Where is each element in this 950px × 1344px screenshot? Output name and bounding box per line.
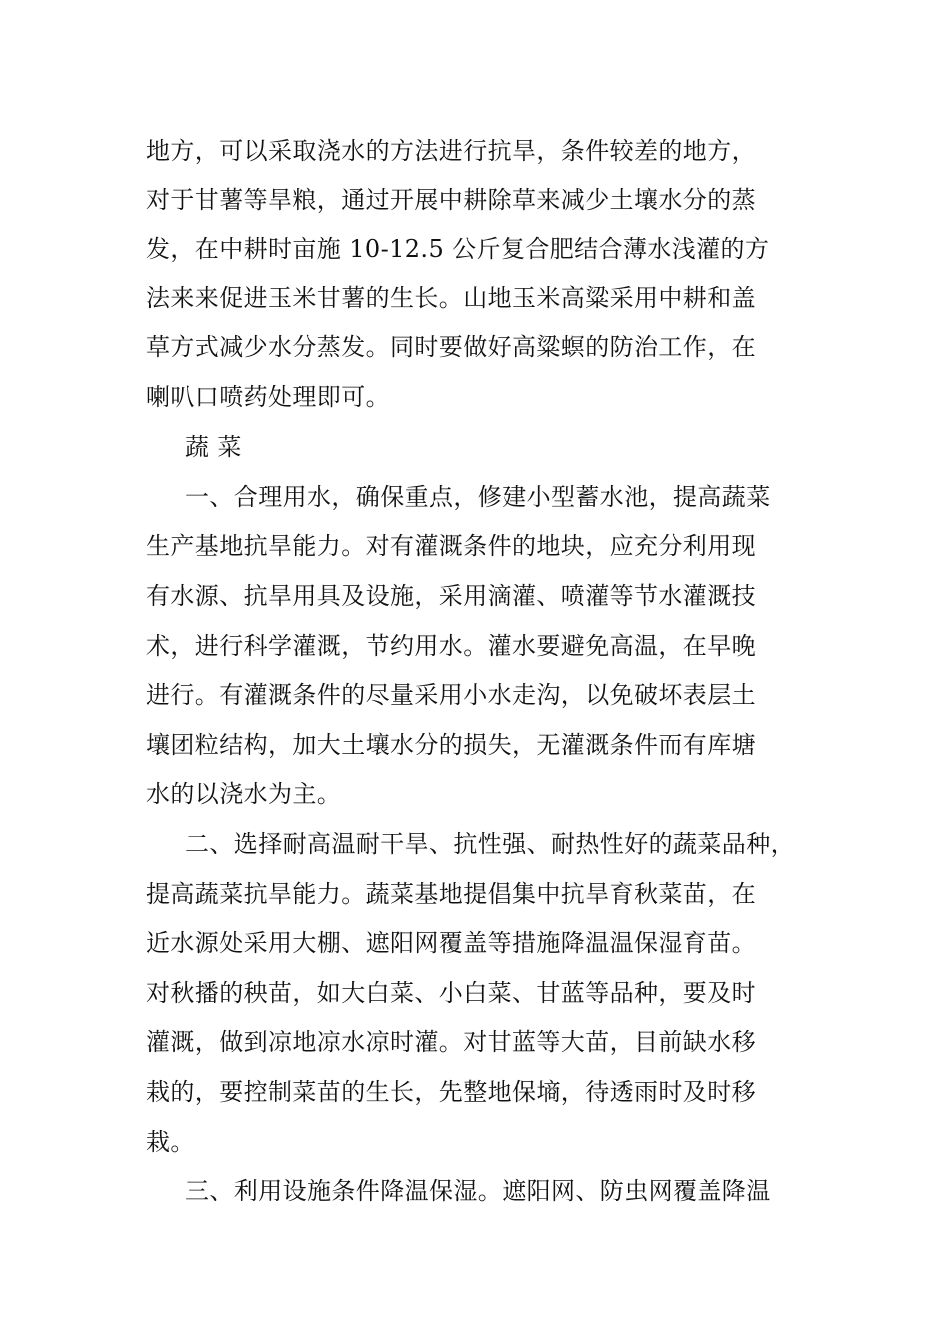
text-line: 草方式减少水分蒸发。同时要做好高粱螟的防治工作，在 bbox=[146, 333, 756, 361]
text-line: 水的以浇水为主。 bbox=[146, 780, 342, 808]
text-line: 灌溉，做到凉地凉水凉时灌。对甘蓝等大苗，目前缺水移 bbox=[146, 1028, 756, 1056]
text-line: 三、利用设施条件降温保湿。遮阳网、防虫网覆盖降温 bbox=[185, 1177, 771, 1205]
text-line: 二、选择耐高温耐干旱、抗性强、耐热性好的蔬菜品种， bbox=[185, 830, 795, 858]
text-line: 对秋播的秧苗，如大白菜、小白菜、甘蓝等品种，要及时 bbox=[146, 979, 756, 1007]
text-line: 栽。 bbox=[146, 1128, 195, 1156]
text-line: 喇叭口喷药处理即可。 bbox=[146, 383, 390, 411]
text-line: 一、合理用水，确保重点，修建小型蓄水池，提高蔬菜 bbox=[185, 483, 771, 511]
text-line: 有水源、抗旱用具及设施，采用滴灌、喷灌等节水灌溉技 bbox=[146, 582, 756, 610]
text-line: 法来来促进玉米甘薯的生长。山地玉米高粱采用中耕和盖 bbox=[146, 284, 756, 312]
section-heading: 蔬 菜 bbox=[185, 433, 242, 461]
text-line: 近水源处采用大棚、遮阳网覆盖等措施降温温保湿育苗。 bbox=[146, 929, 756, 957]
text-line: 发，在中耕时亩施 10-12.5 公斤复合肥结合薄水浅灌的方 bbox=[146, 235, 770, 263]
text-line: 壤团粒结构，加大土壤水分的损失，无灌溉条件而有库塘 bbox=[146, 731, 756, 759]
text-line: 术，进行科学灌溉，节约用水。灌水要避免高温，在早晚 bbox=[146, 632, 756, 660]
text-line: 对于甘薯等旱粮，通过开展中耕除草来减少土壤水分的蒸 bbox=[146, 186, 756, 214]
text-line: 提高蔬菜抗旱能力。蔬菜基地提倡集中抗旱育秋菜苗，在 bbox=[146, 880, 756, 908]
text-line: 生产基地抗旱能力。对有灌溉条件的地块，应充分利用现 bbox=[146, 532, 756, 560]
text-line: 进行。有灌溉条件的尽量采用小水走沟，以免破坏表层土 bbox=[146, 681, 756, 709]
text-line: 栽的，要控制菜苗的生长，先整地保墒，待透雨时及时移 bbox=[146, 1078, 756, 1106]
text-line: 地方，可以采取浇水的方法进行抗旱，条件较差的地方， bbox=[146, 137, 756, 165]
